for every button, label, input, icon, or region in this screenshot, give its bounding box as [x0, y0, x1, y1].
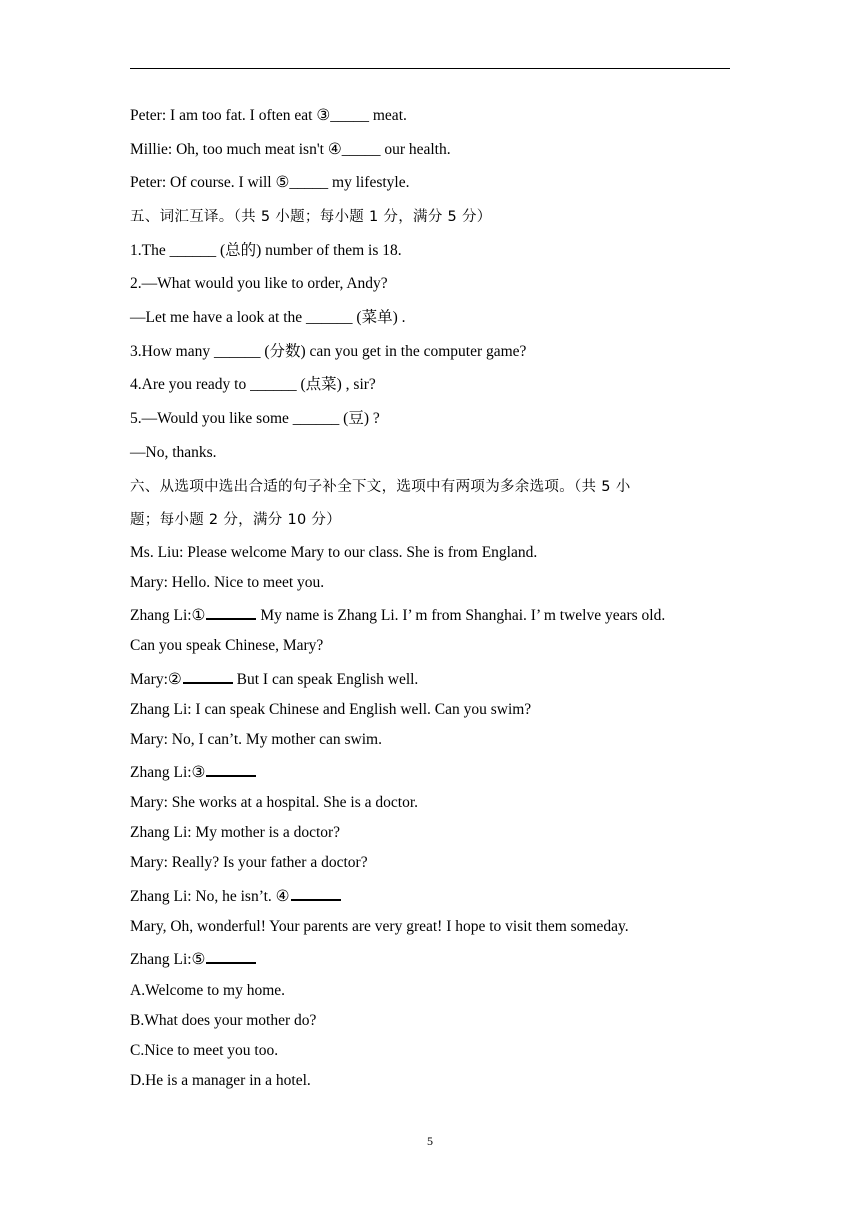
- option-c: C.Nice to meet you too.: [130, 1042, 279, 1059]
- dialogue-zhang-li-4: Zhang Li: My mother is a doctor?: [130, 824, 341, 841]
- dialogue-line-peter-2: Peter: Of course. I will ⑤_____ my lifestyle.: [130, 174, 410, 191]
- section-five-heading: 五、词汇互译。（共 5 小题；每小题 1 分，满分 5 分）: [130, 209, 492, 225]
- dialogue-text: My name is Zhang Li. I’ m from Shanghai. I’ m twelve years old.: [256, 607, 666, 624]
- question-5-a: 5.—Would you like some ______ (豆) ?: [130, 410, 380, 427]
- dialogue-mary-4: Mary: She works at a hospital. She is a doctor.: [130, 794, 418, 811]
- dialogue-mary-3: Mary: No, I can’t. My mother can swim.: [130, 731, 382, 748]
- question-4: 4.Are you ready to ______ (点菜) , sir?: [130, 376, 376, 393]
- dialogue-mary-1: Mary: Hello. Nice to meet you.: [130, 574, 325, 591]
- dialogue-zhang-li-5: [130, 885, 341, 907]
- page-number: 5: [427, 1134, 433, 1148]
- answer-blank-4: [291, 885, 341, 901]
- header-rule: [130, 68, 730, 69]
- option-a: A.Welcome to my home.: [130, 982, 286, 999]
- question-2-a: 2.—What would you like to order, Andy?: [130, 275, 388, 292]
- dialogue-speaker-text: Zhang Li:①: [130, 607, 206, 624]
- answer-blank-3: [206, 761, 256, 777]
- dialogue-line-peter-1: Peter: I am too fat. I often eat ③_____ meat.: [130, 107, 407, 124]
- question-3: 3.How many ______ (分数) can you get in the computer game?: [130, 343, 527, 360]
- question-2-b: —Let me have a look at the ______ (菜单) .: [130, 309, 406, 326]
- section-six-heading-line-2: 题；每小题 2 分，满分 10 分）: [130, 512, 342, 528]
- dialogue-text: But I can speak English well.: [232, 671, 419, 688]
- dialogue-speaker-text: Mary:②: [130, 671, 182, 688]
- dialogue-zhang-li-1: [130, 604, 665, 626]
- answer-blank-2: [183, 668, 233, 684]
- dialogue-zhang-li-6: [130, 948, 256, 970]
- dialogue-line-millie: Millie: Oh, too much meat isn't ④_____ our health.: [130, 141, 451, 158]
- dialogue-zhang-li-2: Zhang Li: I can speak Chinese and English well. Can you swim?: [130, 701, 532, 718]
- dialogue-mary-5: Mary: Really? Is your father a doctor?: [130, 854, 368, 871]
- option-b: B.What does your mother do?: [130, 1012, 317, 1029]
- answer-blank-1: [206, 604, 256, 620]
- dialogue-speaker-text: Zhang Li:⑤: [130, 951, 206, 968]
- question-5-b: —No, thanks.: [130, 444, 217, 461]
- dialogue-mary-2: [130, 668, 418, 690]
- dialogue-speaker-text: Zhang Li: No, he isn’t. ④: [130, 888, 290, 905]
- answer-blank-5: [206, 948, 256, 964]
- dialogue-zhang-li-3: [130, 761, 256, 783]
- question-1: 1.The ______ (总的) number of them is 18.: [130, 242, 402, 259]
- dialogue-zhang-li-1-cont: Can you speak Chinese, Mary?: [130, 637, 324, 654]
- section-six-heading-line-1: 六、从选项中选出合适的句子补全下文，选项中有两项为多余选项。（共 5 小: [130, 479, 631, 495]
- dialogue-speaker-text: Zhang Li:③: [130, 764, 206, 781]
- dialogue-mary-6: Mary, Oh, wonderful! Your parents are very great! I hope to visit them someday.: [130, 918, 629, 935]
- option-d: D.He is a manager in a hotel.: [130, 1072, 311, 1089]
- dialogue-ms-liu: Ms. Liu: Please welcome Mary to our class. She is from England.: [130, 544, 538, 561]
